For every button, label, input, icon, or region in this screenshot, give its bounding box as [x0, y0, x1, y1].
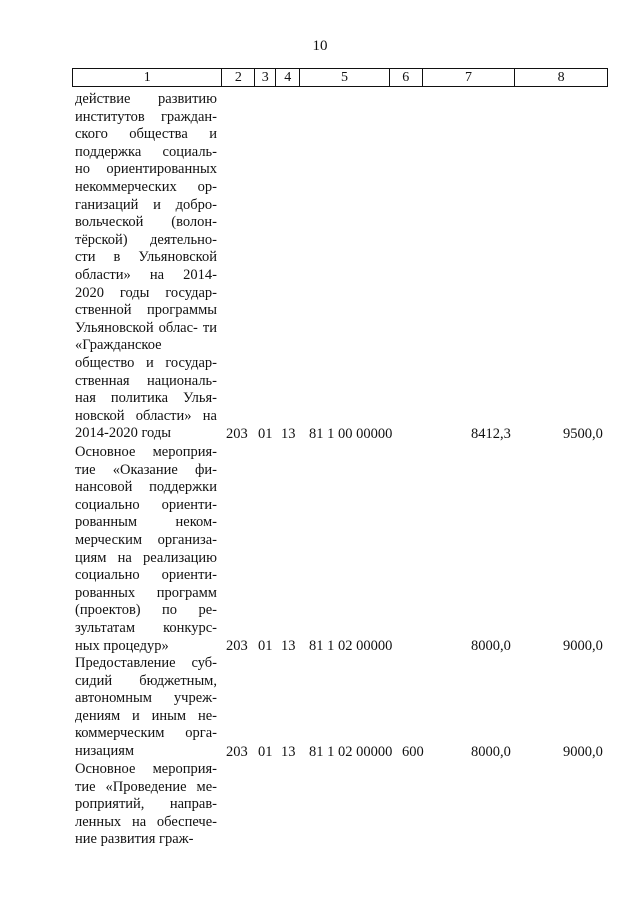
- cell-col-8: 9000,0: [563, 743, 603, 760]
- table-row: [75, 91, 615, 443]
- page-number: 10: [312, 38, 328, 54]
- table-row: [75, 444, 615, 655]
- cell-col-3: 01: [258, 425, 273, 442]
- row-description: Основное мероприя- тие «Оказание фи- нансовой поддержки социально ориенти- рованным неком- мерческим организа- циям на реализацию социально ориенти- рованных программ (проектов) по ре- зультатам конкурс- ных процедур»: [75, 444, 221, 654]
- cell-col-4: 13: [281, 638, 296, 655]
- header-col-1: 1: [73, 69, 222, 86]
- header-col-4: 4: [276, 69, 300, 86]
- cell-col-2: 203: [226, 425, 248, 442]
- header-col-3: 3: [255, 69, 276, 86]
- cell-col-4: 13: [281, 425, 296, 442]
- cell-col-6: 600: [402, 743, 424, 760]
- header-col-5: 5: [300, 69, 390, 86]
- cell-col-7: 8000,0: [471, 638, 511, 655]
- header-col-7: 7: [423, 69, 516, 86]
- cell-col-8: 9500,0: [563, 425, 603, 442]
- table-row: [75, 761, 615, 849]
- row-description: Основное мероприя- тие «Проведение ме- роприятий, направ- ленных на обеспече- ние развития граж-: [75, 761, 221, 848]
- table-header: [72, 68, 608, 87]
- cell-col-7: 8000,0: [471, 743, 511, 760]
- cell-col-3: 01: [258, 743, 273, 760]
- cell-col-8: 9000,0: [563, 638, 603, 655]
- cell-col-2: 203: [226, 638, 248, 655]
- cell-col-5: 81 1 02 00000: [309, 638, 393, 655]
- cell-col-4: 13: [281, 743, 296, 760]
- row-description: действие развитию институтов граждан- ского общества и поддержка социаль- но ориентированных некоммерческих ор- ганизаций и добро- вольческой (волон- тёрской) деятельно- сти в Ульяновской области» на 2014- 2020 годы государ- ственной программы Ульяновской облас- ти «Гражданское общество и государ- ственная националь- ная политика Улья- новской области» на 2014-2020 годы: [75, 91, 221, 442]
- cell-col-7: 8412,3: [471, 425, 511, 442]
- cell-col-5: 81 1 02 00000: [309, 743, 393, 760]
- row-description: Предоставление суб- сидий бюджетным, автономным учреж- дениям и иным не- коммерческим орга- низациям: [75, 655, 221, 759]
- header-col-2: 2: [222, 69, 255, 86]
- cell-col-3: 01: [258, 638, 273, 655]
- header-col-8: 8: [557, 70, 565, 85]
- table-row: [75, 655, 615, 761]
- cell-col-5: 81 1 00 00000: [309, 425, 393, 442]
- header-col-6: 6: [390, 69, 423, 86]
- cell-col-2: 203: [226, 743, 248, 760]
